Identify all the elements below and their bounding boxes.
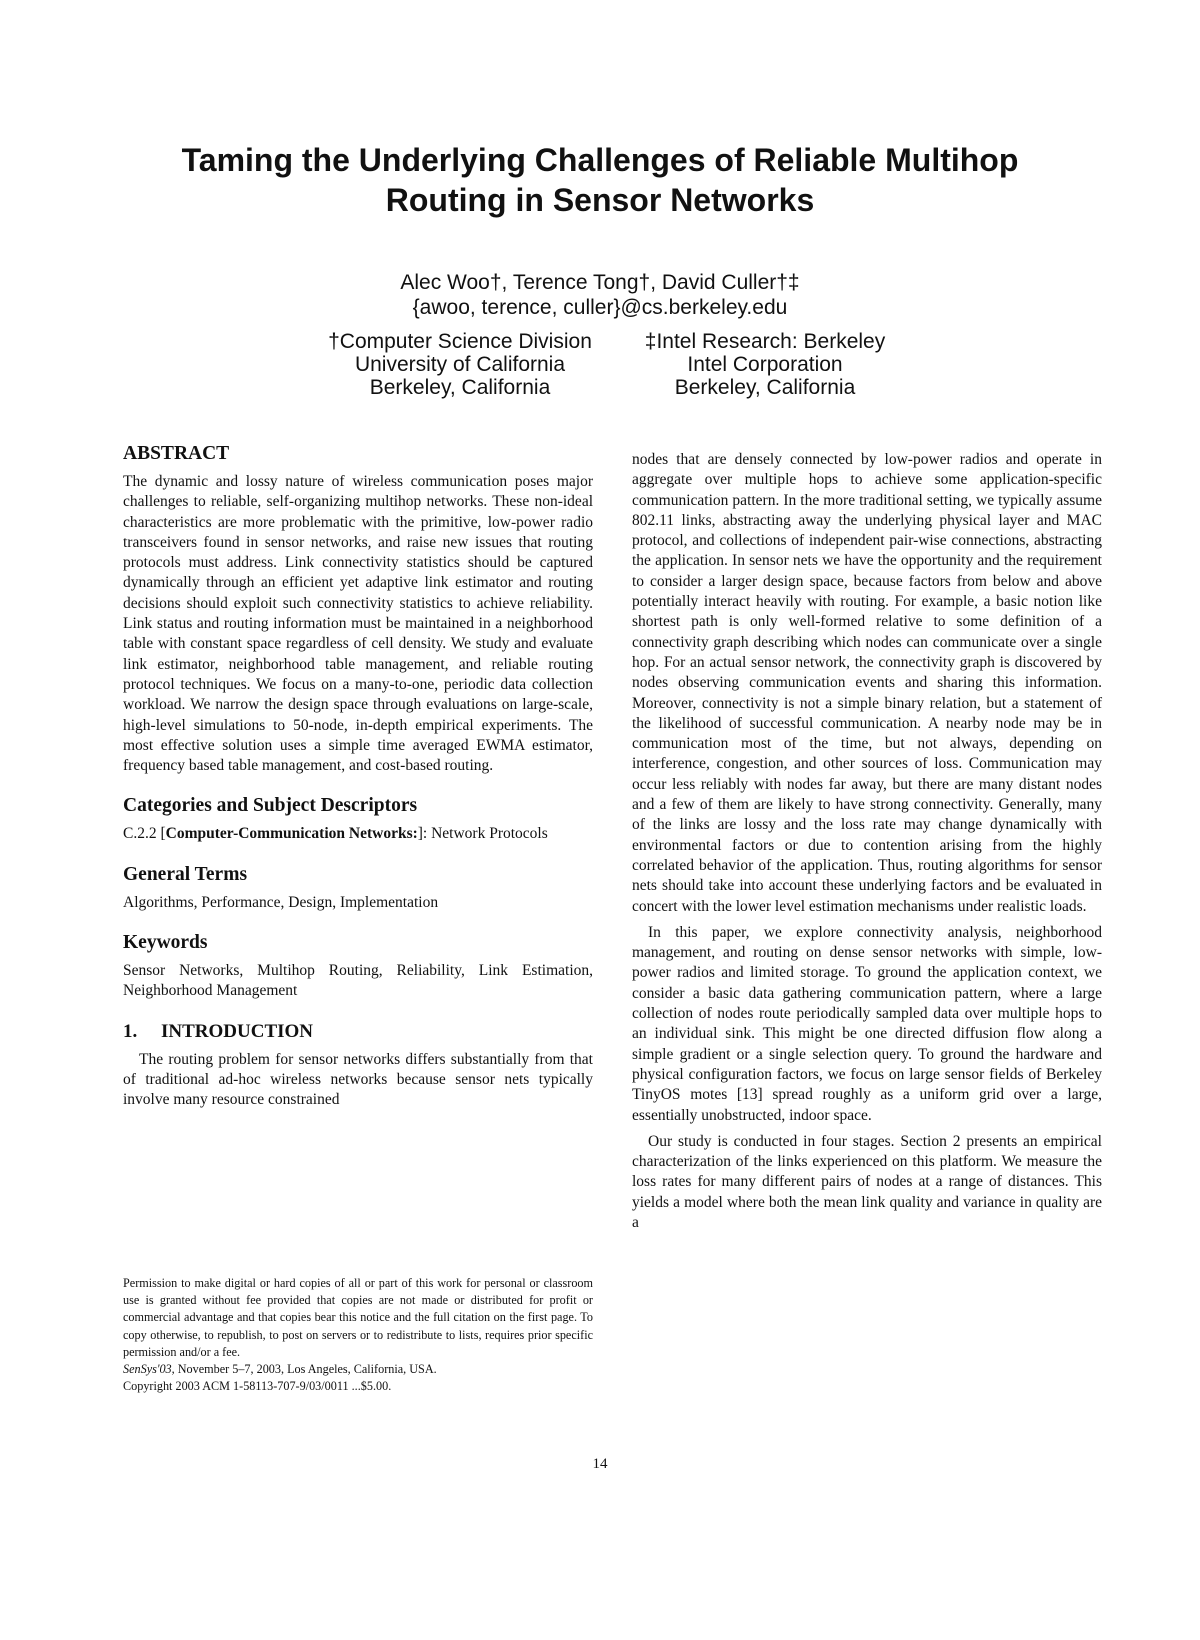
affiliation-berkeley	[310, 330, 610, 399]
keywords-text: Sensor Networks, Multihop Routing, Reliability, Link Estimation, Neighborhood Management	[123, 962, 593, 1000]
page-number: 14	[592, 1456, 608, 1472]
intro-paragraph-1-start: The routing problem for sensor networks differs substantially from that of traditional ad-hoc wireless networks because sensor nets typically involve many resource constrained	[123, 1050, 593, 1109]
affiliation-line: Berkeley, California	[369, 376, 551, 399]
conference-details: November 5–7, 2003, Los Angeles, California, USA.	[174, 1362, 437, 1377]
intro-paragraph-2: In this paper, we explore connectivity analysis, neighborhood management, and routing on dense sensor networks with simple, low-power radios and limited storage. To ground the application context, we consider a basic data gathering communication pattern, where a large collection of nodes route periodically sampled data over multiple hops to an individual sink. This might be one directed diffusion flow along a simple gradient or a single selection query. To ground the hardware and physical configuration factors, we focus on large sensor fields of Berkeley TinyOS motes [13] spread roughly as a uniform grid over a large, essentially unobstructed, indoor space.	[632, 923, 1102, 1124]
affiliation-line: ‡Intel Research: Berkeley	[644, 330, 886, 353]
general-terms-text: Algorithms, Performance, Design, Implementation	[123, 893, 439, 911]
categories-heading: Categories and Subject Descriptors	[123, 795, 418, 817]
affiliation-line: Berkeley, California	[674, 376, 856, 399]
keywords-heading: Keywords	[123, 932, 208, 954]
paper-title	[100, 140, 1100, 220]
author-names: Alec Woo†, Terence Tong†, David Culler†‡	[400, 271, 800, 294]
ccs-category: Computer-Communication Networks:	[165, 825, 418, 843]
author-block	[300, 270, 900, 320]
ccs-code: C.2.2 [	[123, 825, 166, 843]
title-line-2: Routing in Sensor Networks	[385, 182, 815, 218]
affiliation-line: University of California	[354, 353, 566, 376]
abstract-text: The dynamic and lossy nature of wireless communication poses major challenges to reliable, self-organizing multihop networks. These non-ideal characteristics are more problematic with the primitive, low-power radio transceivers found in sensor networks, and raise new issues that routing protocols must address. Link connectivity statistics should be captured dynamically through an efficient yet adaptive link estimator and routing decisions should exploit such connectivity statistics to achieve reliability. Link status and routing information must be maintained in a neighborhood table with constant space regardless of cell density. We study and evaluate link estimator, neighborhood table management, and reliable routing protocol techniques. We focus on a many-to-one, periodic data collection workload. We narrow the design space through evaluations on large-scale, high-level simulations to 50-node, in-depth empirical experiments. The most effective solution uses a simple time averaged EWMA estimator, frequency based table management, and cost-based routing.	[123, 473, 593, 775]
author-emails: {awoo, terence, culler}@cs.berkeley.edu	[412, 296, 788, 319]
copyright-footnote	[123, 1275, 593, 1395]
section-title: INTRODUCTION	[161, 1020, 314, 1042]
right-column	[632, 450, 1102, 1233]
affiliation-intel	[615, 330, 915, 399]
title-line-1: Taming the Underlying Challenges of Reliable Multihop	[181, 142, 1019, 178]
permission-notice: Permission to make digital or hard copies of all or part of this work for personal or classroom use is granted without fee provided that copies are not made or distributed for profit or commercial advantage and that copies bear this notice and the full citation on the first page. To copy otherwise, to republish, to post on servers or to redistribute to lists, requires prior specific permission and/or a fee.	[123, 1276, 593, 1359]
ccs-subject: ]: Network Protocols	[417, 825, 548, 843]
conference-line	[123, 1361, 593, 1378]
section-number: 1.	[123, 1020, 138, 1042]
intro-paragraph-3: Our study is conducted in four stages. Section 2 presents an empirical characterization of the links experienced on this platform. We measure the loss rates for many different pairs of nodes at a range of distances. This yields a model where both the mean link quality and variance in quality are a	[632, 1132, 1102, 1231]
left-column	[123, 442, 593, 1111]
introduction-heading	[123, 1020, 593, 1044]
intro-paragraph-1-cont: nodes that are densely connected by low-power radios and operate in aggregate over multiple hops to achieve some application-specific communication pattern. In the more traditional setting, we typically assume 802.11 links, abstracting away the underlying physical layer and MAC protocol, and collections of independent pair-wise connections, abstracting the application. In sensor nets we have the opportunity and the requirement to consider a larger design space, because factors from below and above potentially interact heavily with routing. For example, a basic notion like shortest path is only well-formed relative to some definition of a connectivity graph describing which nodes can communicate over a single hop. For an actual sensor network, the connectivity graph is discovered by nodes observing communication events and sharing this information. Moreover, connectivity is not a simple binary relation, but a statement of the likelihood of successful communication. A nearby node may be in communication most of the time, but not always, depending on interference, congestion, and other sources of loss. Communication may occur less reliably with nodes far away, but there are many distant nodes and a few of them are likely to have strong connectivity. Generally, many of the links are lossy and the loss rate may change dynamically with environmental factors or due to contention arising from the highly correlated behavior of the application. Thus, routing algorithms for sensor nets should take into account these underlying factors and be evaluated in concert with the lower level estimation mechanisms under realistic loads.	[632, 451, 1102, 915]
copyright-line: Copyright 2003 ACM 1-58113-707-9/03/0011 ...$5.00.	[123, 1379, 392, 1394]
affiliation-line: †Computer Science Division	[328, 330, 592, 353]
abstract-heading: ABSTRACT	[123, 443, 230, 464]
conference-name: SenSys'03,	[123, 1362, 175, 1377]
affiliation-line: Intel Corporation	[687, 353, 843, 376]
general-terms-heading: General Terms	[123, 863, 248, 885]
categories-text	[123, 824, 593, 844]
